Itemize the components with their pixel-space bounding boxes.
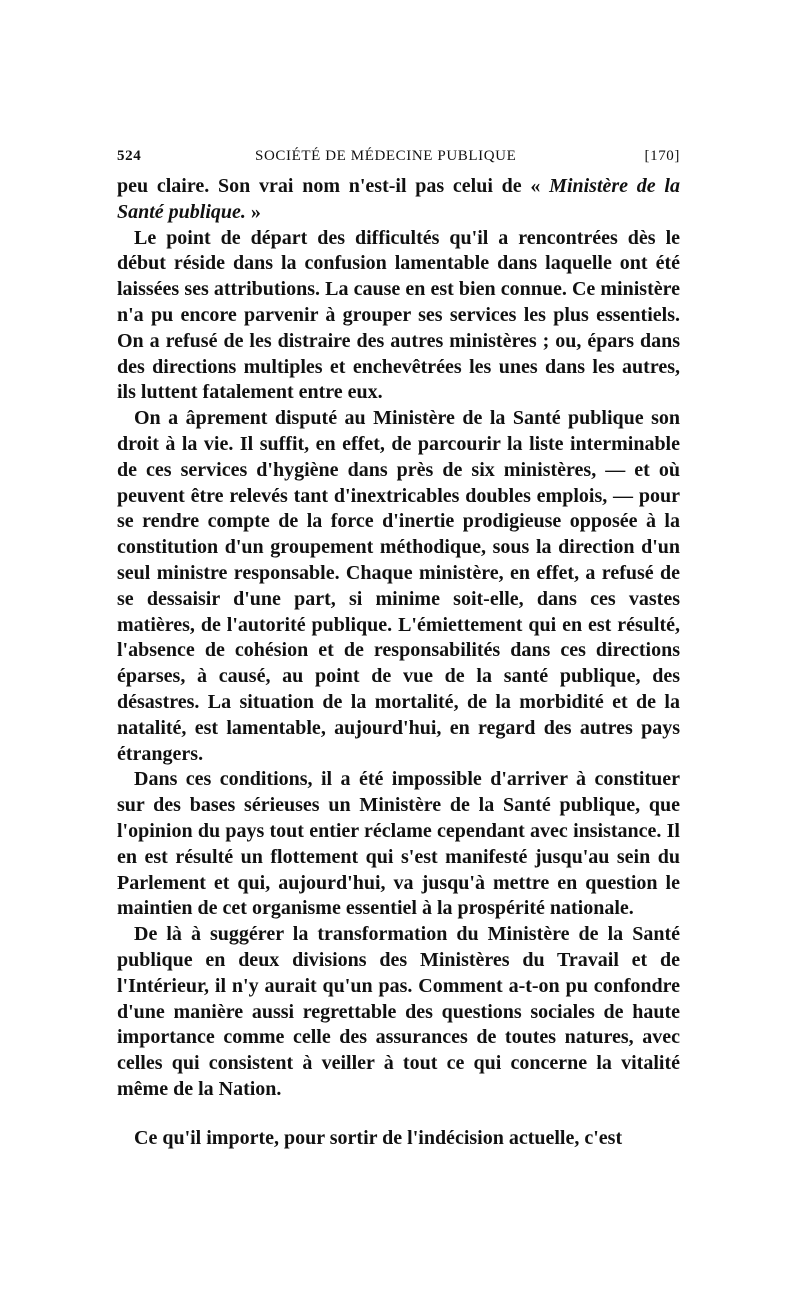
paragraph-spacer <box>117 1103 680 1126</box>
paragraph: Ce qu'il importe, pour sortir de l'indécision actuelle, c'est <box>134 1126 623 1149</box>
running-title: SOCIÉTÉ DE MÉDECINE PUBLIQUE <box>255 148 517 164</box>
book-page <box>117 140 680 1151</box>
paragraph: On a âprement disputé au Ministère de la Santé publique son droit à la vie. Il suffit, en effet, de parcourir la liste interminable de ces services d'hygiène dans près de six ministères, — et où peuvent être relevés tant d'inextricables doubles emplois, — pour se rendre compte de la force d'inertie prodigieuse opposée à la constitution d'un groupement méthodique, sous la direction d'un seul ministre responsable. Chaque ministère, en effet, a refusé de se dessaisir d'une part, si minime soit-elle, dans ces vastes matières, de l'autorité publique. L'émiettement qui en est résulté, l'absence de cohésion et de responsabilités dans ces directions éparses, à causé, au point de vue de la santé publique, des désastres. La situation de la mortalité, de la morbidité et de la natalité, est lamentable, aujourd'hui, en regard des autres pays étrangers. <box>117 407 680 765</box>
text-span: » <box>245 200 261 223</box>
page-number: 524 <box>117 148 142 164</box>
paragraph: Dans ces conditions, il a été impossible d'arriver à constituer sur des bases sérieuses un Ministère de la Santé publique, que l'opinion du pays tout entier réclame cependant avec insistance. Il en est résulté un flottement qui s'est manifesté jusqu'au sein du Parlement et qui, aujourd'hui, va jusqu'à mettre en question le maintien de cet organisme essentiel à la prospérité nationale. <box>117 768 680 920</box>
italic-ministry-name: Ministère de la Santé publique. <box>117 175 680 223</box>
text-span: peu claire. Son vrai nom n'est-il pas celui de « <box>117 175 550 197</box>
paragraph-continuation <box>117 174 680 226</box>
paragraph: De là à suggérer la transformation du Ministère de la Santé publique en deux divisions des Ministères du Travail et de l'Intérieur, il n'y aurait qu'un pas. Comment a-t-on pu confondre d'une manière aussi regrettable des questions sociales de haute importance comme celle des assurances de toutes natures, avec celles qui consistent à veiller à tout ce qui concerne la vitalité même de la Nation. <box>117 923 680 1100</box>
page-header <box>117 140 680 174</box>
paragraph: Le point de départ des difficultés qu'il a rencontrées dès le début réside dans la confusion lamentable dans laquelle ont été laissées ses attributions. La cause en est bien connue. Ce ministère n'a pu encore parvenir à grouper ses services les plus essentiels. On a refusé de les distraire des autres ministères ; ou, épars dans des directions multiples et enchevêtrées les unes dans les autres, ils luttent fatalement entre eux. <box>117 226 680 404</box>
folio-number: [170] <box>644 148 680 164</box>
